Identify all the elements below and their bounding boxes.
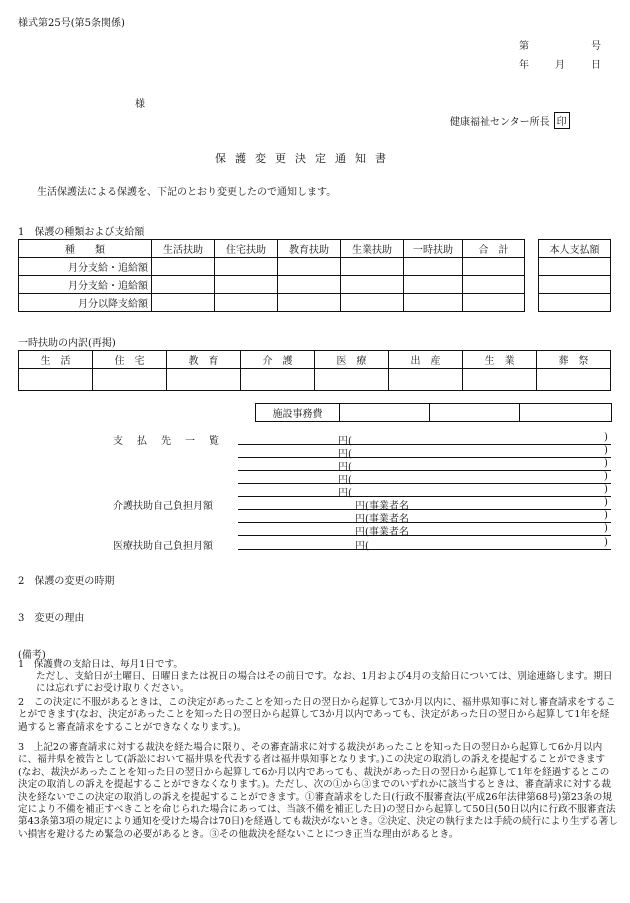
self-pay-table	[538, 239, 611, 312]
ichiji-col: 介 護	[241, 351, 315, 369]
table-header-row	[19, 351, 611, 369]
kaigo-label: 介護扶助自己負担月額	[113, 501, 213, 512]
shisetsu-label: 施設事務費	[256, 404, 340, 422]
document-title: 保護変更決定通知書	[215, 152, 395, 165]
row-label: 月分支給・追給額	[19, 258, 152, 276]
payee-line	[238, 496, 611, 497]
iryo-label: 医療扶助自己負担月額	[113, 541, 213, 552]
date-year: 年	[519, 60, 529, 71]
payee-line	[238, 483, 611, 484]
doc-no-go: 号	[591, 41, 601, 52]
section2-heading: 2 保護の変更の時期	[18, 576, 115, 587]
payee-yen: 円(	[338, 488, 352, 499]
ichiji-col: 出 産	[389, 351, 463, 369]
payee-line	[238, 535, 611, 536]
issuer	[450, 112, 570, 129]
ichiji-col: 教 育	[167, 351, 241, 369]
payee-line	[238, 522, 611, 523]
col-total: 合 計	[463, 240, 525, 258]
payee-close: )	[604, 458, 608, 469]
section3-heading: 3 変更の理由	[18, 613, 85, 624]
note-1a: 1 保護費の支給日は、毎月1日です。	[18, 659, 183, 670]
note-3: 3 上記2の審査請求に対する裁決を経た場合に限り、その審査請求に対する裁決があったことを知った日の翌日から起算して6か月以内に、福井県を被告として(訴訟において福井県を代表する者は福井県知事となります。)この決定の取消しの訴えを提起することができます(なお、裁決があったことを知った日の翌日から起算して6か月以内であっても、裁決があった日の翌日から起算して1年を経過するとこの決定の取消しの訴えを提起することができなくなります。)。ただし、次の①から③までのいずれかに該当するときは、審査請求に対する裁決を経ないでこの決定の取消しの訴えを提起することができます。①審査請求をした日(行政不服審査法(平成26年法律第68号)第23条の規定により不備を補正すべきことを命じられた場合にあっては、当該不備を補正した日)の翌日から起算して50日(50日以内に行政不服審査法第43条第3項の規定により通知を受けた場合は70日)を経過しても裁決がないとき。②決定、決定の執行または手続の続行により生ずる著しい損害を避けるため緊急の必要があるとき。③その他裁決を経ないことにつき正当な理由があるとき。	[18, 742, 618, 840]
table-row	[19, 258, 525, 276]
row-label: 月分以降支給額	[19, 294, 152, 312]
payee-line	[238, 549, 611, 550]
kaigo-entry: 円(事業者名	[355, 527, 409, 538]
payee-close: )	[604, 471, 608, 482]
note-2: 2 この決定に不服があるときは、この決定があったことを知った日の翌日から起算して3か月以内に、福井県知事に対し審査請求をすることができます(なお、決定があったことを知った日の翌日から起算して3か月以内であっても、決定があった日の翌日から起算して1年を経過すると審査請求をすることができなくなります。)。	[18, 697, 616, 733]
payee-close: )	[604, 510, 608, 521]
shisetsu-table	[255, 403, 612, 422]
col-type: 種 類	[19, 240, 152, 258]
payee-close: )	[604, 523, 608, 534]
payee-close: )	[604, 445, 608, 456]
ichiji-col: 住 宅	[93, 351, 167, 369]
payee-line	[238, 509, 611, 510]
payee-close: )	[604, 484, 608, 495]
addressee-suffix: 様	[135, 99, 145, 110]
ichiji-col: 生 業	[463, 351, 537, 369]
seal-mark: 印	[554, 112, 570, 129]
ichiji-col: 医 療	[315, 351, 389, 369]
iryo-yen: 円(	[355, 541, 369, 552]
payee-yen: 円(	[338, 462, 352, 473]
issuer-name: 健康福祉センター所長	[450, 117, 550, 128]
col-ichiji: 一時扶助	[404, 240, 463, 258]
col-seikatsu: 生活扶助	[152, 240, 215, 258]
table-row	[19, 294, 525, 312]
payee-yen: 円(	[338, 449, 352, 460]
support-amount-table	[18, 239, 525, 312]
section1-heading: 1 保護の種類および支給額	[18, 227, 145, 238]
self-pay-header: 本人支払額	[539, 240, 611, 258]
ichiji-col: 生 活	[19, 351, 93, 369]
row-label: 月分支給・追給額	[19, 276, 152, 294]
date-month: 月	[555, 60, 565, 71]
payee-close: )	[604, 432, 608, 443]
doc-no-dai: 第	[519, 41, 529, 52]
notes-heading: (備考)	[18, 650, 46, 661]
table-header-row	[19, 240, 525, 258]
ichiji-col: 葬 祭	[537, 351, 611, 369]
col-jutaku: 住宅扶助	[215, 240, 278, 258]
payee-close: )	[604, 497, 608, 508]
payee-line	[238, 444, 611, 445]
payee-line	[238, 470, 611, 471]
col-kyoiku: 教育扶助	[278, 240, 341, 258]
ichiji-breakdown-heading: 一時扶助の内訳(再掲)	[18, 338, 116, 349]
kaigo-entry: 円(事業者名	[355, 501, 409, 512]
payee-yen: 円(	[338, 436, 352, 447]
payee-close: )	[604, 537, 608, 548]
form-number: 様式第25号(第5条関係)	[18, 18, 125, 29]
note-1b: ただし、支給日が土曜日、日曜日または祝日の場合はその前日です。なお、1月および4月の支給日については、別途連絡します。期日には忘れずにお受け取りください。	[36, 671, 613, 695]
table-row	[19, 276, 525, 294]
payee-line	[238, 457, 611, 458]
payee-heading: 支 払 先 一 覧	[113, 436, 221, 447]
date-day: 日	[591, 60, 601, 71]
col-seigyo: 生業扶助	[341, 240, 404, 258]
intro-text: 生活保護法による保護を、下記のとおり変更したので通知します。	[37, 187, 337, 198]
ichiji-breakdown-table	[18, 350, 611, 391]
kaigo-entry: 円(事業者名	[355, 514, 409, 525]
payee-yen: 円(	[338, 475, 352, 486]
